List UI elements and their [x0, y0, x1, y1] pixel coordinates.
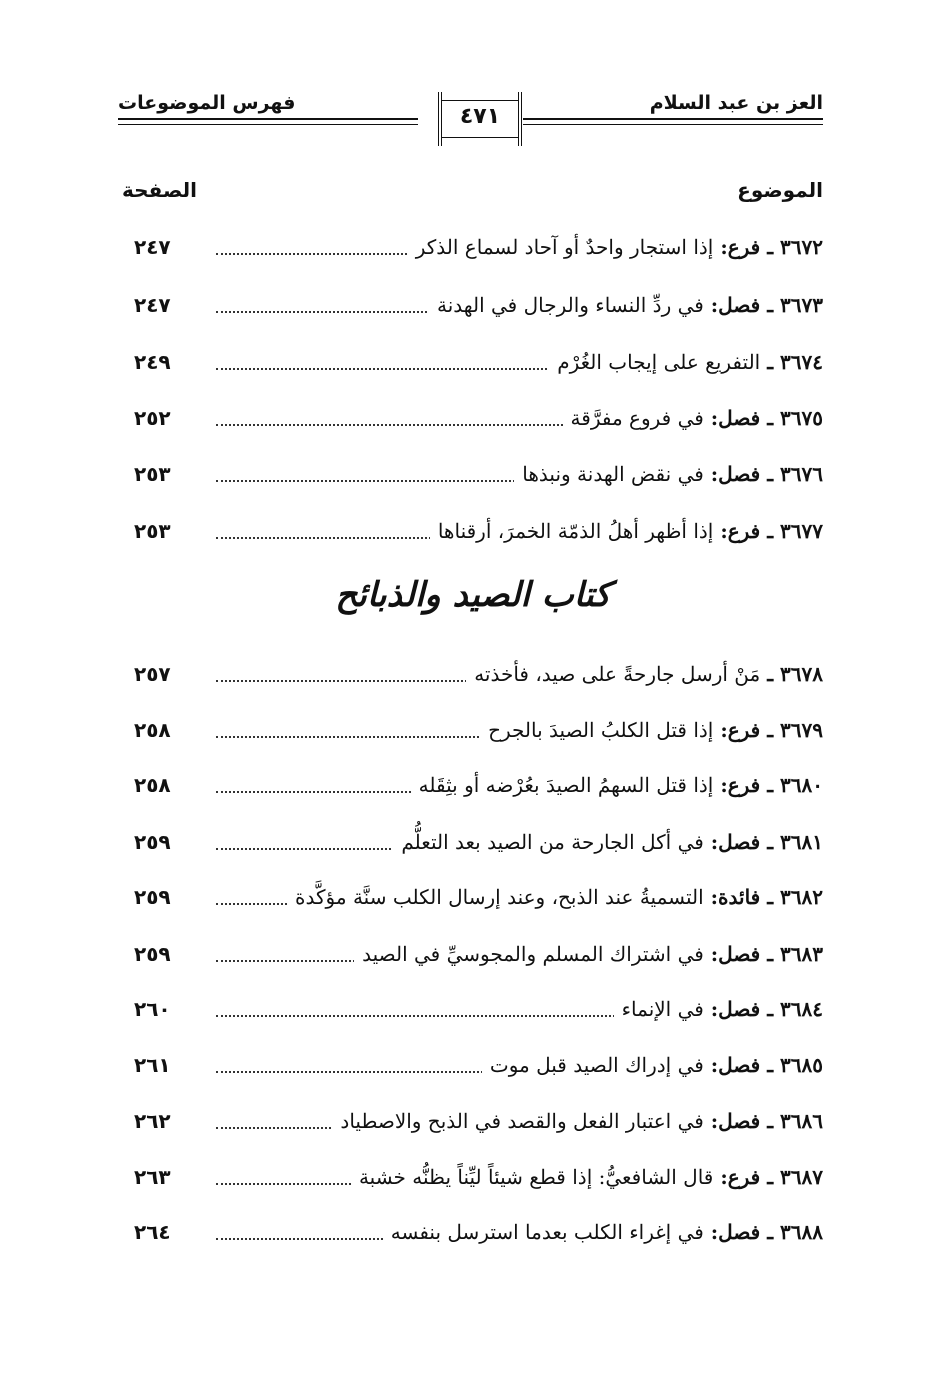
header-rule-right-thin: [523, 124, 823, 125]
entry-label: فصل:: [703, 406, 761, 430]
entry-title: إذا استجار واحدٌ أو آحاد لسماع الذكر: [415, 235, 714, 259]
entry-text: [411, 773, 823, 797]
chapter-heading: [318, 560, 628, 630]
toc-entry[interactable]: [118, 942, 823, 978]
entry-page: ٢٦٤: [134, 1220, 171, 1244]
entry-text: [514, 462, 823, 486]
entry-title: في الإنماء: [621, 997, 704, 1021]
entry-page: ٢٦١: [134, 1053, 171, 1077]
header-rule-left-thin: [118, 124, 418, 125]
header-rule-left: [118, 118, 418, 120]
entry-text: [563, 406, 823, 430]
entry-label: فرع:: [713, 773, 761, 797]
entry-text: [408, 235, 823, 259]
entry-label: فصل:: [703, 942, 761, 966]
toc-entry[interactable]: [118, 773, 823, 809]
entry-page: ٢٥٧: [134, 662, 171, 686]
entry-title: في أكل الجارحة من الصيد بعد التعلُّم: [401, 830, 704, 854]
entry-page: ٢٥٩: [134, 885, 171, 909]
toc-entry[interactable]: [118, 1220, 823, 1256]
entry-page: ٢٦٠: [134, 997, 171, 1021]
toc-entry[interactable]: [118, 1053, 823, 1089]
entry-page: ٢٤٩: [134, 350, 171, 374]
toc-entry[interactable]: [118, 519, 823, 555]
entry-label: فصل:: [703, 830, 761, 854]
toc-entry[interactable]: [118, 235, 823, 271]
toc-entry[interactable]: [118, 830, 823, 866]
entry-page: ٢٥٣: [134, 462, 171, 486]
entry-number: ٣٦٨٣ ـ: [760, 942, 823, 966]
entry-number: ٣٦٧٨ ـ: [760, 662, 823, 686]
page-number: ٤٧١: [459, 104, 501, 129]
toc-entry[interactable]: [118, 1109, 823, 1145]
entry-text: [287, 885, 823, 909]
entry-number: ٣٦٨٠ ـ: [760, 773, 823, 797]
running-head-section: فهرس الموضوعات: [118, 92, 296, 114]
entry-number: ٣٦٨٥ ـ: [760, 1053, 823, 1077]
entry-title: في اشتراك المسلم والمجوسيِّ في الصيد: [362, 942, 704, 966]
entry-page: ٢٥٨: [134, 773, 171, 797]
entry-label: فصل:: [703, 293, 761, 317]
entry-title: التفريع على إيجاب الغُرْم: [557, 350, 761, 374]
entry-number: ٣٦٨٦ ـ: [760, 1109, 823, 1133]
entry-label: فصل:: [703, 1053, 761, 1077]
entry-text: [482, 1053, 823, 1077]
entry-label: فصل:: [703, 997, 761, 1021]
chapter-title: كتاب الصيد والذبائح: [335, 575, 611, 615]
toc-entry[interactable]: [118, 350, 823, 386]
entry-page: ٢٥٩: [134, 942, 171, 966]
entry-number: ٣٦٧٢ ـ: [760, 235, 823, 259]
toc-entry[interactable]: [118, 406, 823, 442]
entry-text: [393, 830, 823, 854]
entry-title: مَنْ أرسل جارحةً على صيد، فأخذته: [474, 662, 761, 686]
entry-title: إذا أظهر أهلُ الذمّة الخمرَ، أرقناها: [437, 519, 714, 543]
entry-page: ٢٥٣: [134, 519, 171, 543]
header-rule-right: [523, 118, 823, 120]
entry-text: [614, 997, 823, 1021]
entry-page: ٢٥٨: [134, 718, 171, 742]
entry-text: [354, 942, 823, 966]
page-header: [118, 84, 823, 164]
entry-number: ٣٦٨٧ ـ: [760, 1165, 823, 1189]
entry-text: [429, 293, 823, 317]
entry-title: في إغراء الكلب بعدما استرسل بنفسه: [390, 1220, 704, 1244]
entry-number: ٣٦٧٧ ـ: [760, 519, 823, 543]
entry-page: ٢٥٩: [134, 830, 171, 854]
entry-text: [351, 1165, 823, 1189]
entry-title: قال الشافعيُّ: إذا قطع شيئاً ليِّناً يظنُّه خشبة: [358, 1165, 714, 1189]
toc-entry[interactable]: [118, 885, 823, 921]
column-header-subject: الموضوع: [737, 178, 823, 202]
toc-entry[interactable]: [118, 662, 823, 698]
entry-label: فرع:: [713, 718, 761, 742]
entry-number: ٣٦٧٩ ـ: [760, 718, 823, 742]
running-head-author: العز بن عبد السلام: [649, 92, 823, 114]
column-header-page: الصفحة: [122, 178, 198, 202]
entry-title: إذا قتل الكلبُ الصيدَ بالجرح: [488, 718, 714, 742]
entry-title: في فروع مفرَّقة: [570, 406, 704, 430]
entry-number: ٣٦٧٦ ـ: [760, 462, 823, 486]
toc-entry[interactable]: [118, 293, 823, 329]
entry-page: ٢٦٣: [134, 1165, 171, 1189]
entry-title: في نقض الهدنة ونبذها: [522, 462, 704, 486]
entry-label: فصل:: [703, 462, 761, 486]
entry-title: في إدراك الصيد قبل موت: [489, 1053, 704, 1077]
entry-label: فرع:: [713, 519, 761, 543]
entry-label: فرع:: [713, 235, 761, 259]
entry-text: [480, 718, 823, 742]
toc-entry[interactable]: [118, 997, 823, 1033]
entry-title: في ردِّ النساء والرجال في الهدنة: [437, 293, 704, 317]
entry-text: [430, 519, 823, 543]
page-number-frame: [438, 92, 522, 146]
toc-entry[interactable]: [118, 1165, 823, 1201]
entry-title: في اعتبار الفعل والقصد في الذبح والاصطياد: [340, 1109, 704, 1133]
entry-number: ٣٦٧٥ ـ: [760, 406, 823, 430]
entry-title: التسميةُ عند الذبح، وعند إرسال الكلب سنَّة مؤكَّدة: [295, 885, 704, 909]
entry-label: فائدة:: [703, 885, 761, 909]
entry-number: ٣٦٨١ ـ: [760, 830, 823, 854]
entry-number: ٣٦٧٣ ـ: [760, 293, 823, 317]
entry-text: [466, 662, 823, 686]
entry-label: فصل:: [703, 1220, 761, 1244]
entry-number: ٣٦٧٤ ـ: [760, 350, 823, 374]
entry-number: ٣٦٨٤ ـ: [760, 997, 823, 1021]
chapter-calligraphy: [318, 560, 628, 630]
entry-text: [332, 1109, 823, 1133]
entry-number: ٣٦٨٢ ـ: [760, 885, 823, 909]
entry-page: ٢٦٢: [134, 1109, 171, 1133]
entry-title: إذا قتل السهمُ الصيدَ بعُرْضه أو بثِقَله: [418, 773, 714, 797]
toc-entry[interactable]: [118, 462, 823, 498]
entry-page: ٢٥٢: [134, 406, 171, 430]
entry-text: [549, 350, 823, 374]
toc-entry[interactable]: [118, 718, 823, 754]
entry-page: ٢٤٧: [134, 293, 171, 317]
entry-number: ٣٦٨٨ ـ: [760, 1220, 823, 1244]
entry-label: فصل:: [703, 1109, 761, 1133]
entry-page: ٢٤٧: [134, 235, 171, 259]
entry-label: فرع:: [713, 1165, 761, 1189]
entry-text: [383, 1220, 823, 1244]
